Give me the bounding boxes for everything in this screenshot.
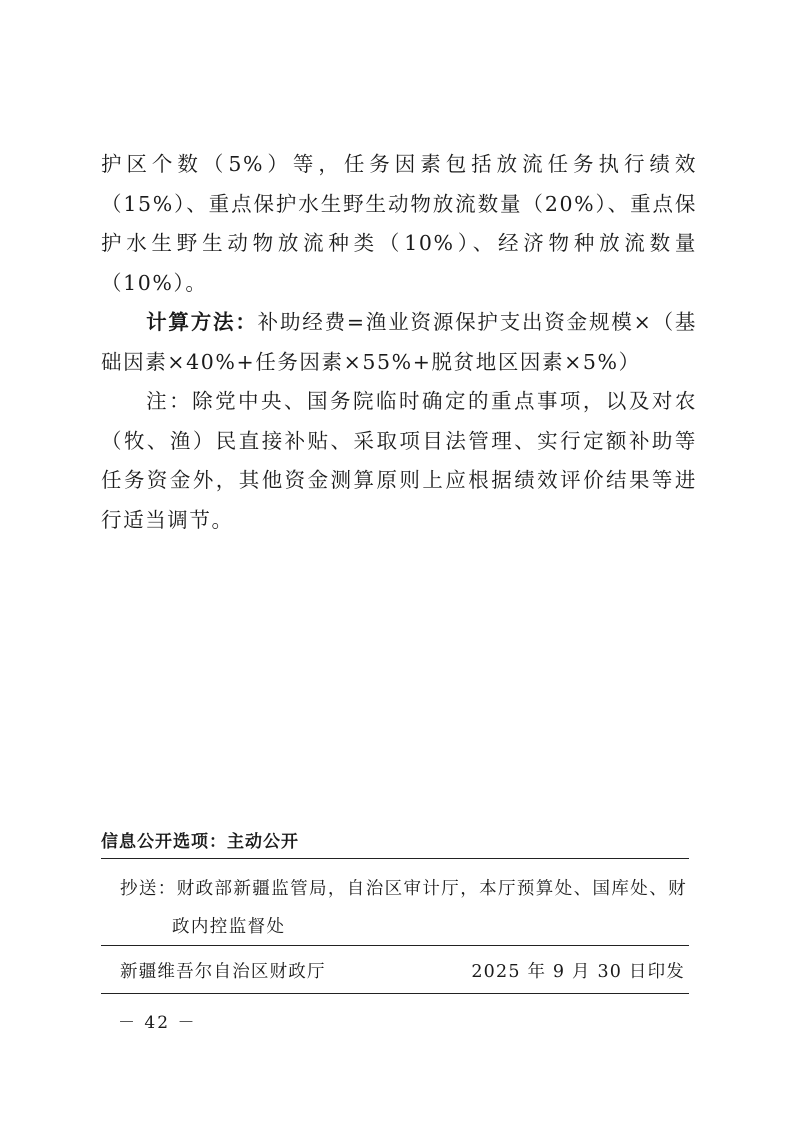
disclosure-option: 信息公开选项：主动公开	[101, 832, 299, 852]
cc-line-2: 政内控监督处	[172, 917, 286, 937]
calculation-method-label: 计算方法：	[146, 310, 258, 334]
footer-divider-top	[101, 858, 689, 859]
issuer-name: 新疆维吾尔自治区财政厅	[120, 962, 326, 982]
paragraph-task-factors: 护区个数（5%）等，任务因素包括放流任务执行绩效（15%）、重点保护水生野生动物放流数量（20%）、重点保护水生野生动物放流种类（10%）、经济物种放流数量（10%）。	[101, 152, 697, 295]
document-body	[101, 145, 697, 540]
issuer-row	[101, 955, 689, 989]
calculation-method-formula: 补助经费=渔业资源保护支出资金规模×（基础因素×40%+任务因素×55%+脱贫地区因素×5%）	[101, 310, 698, 374]
footer-divider-middle	[101, 945, 689, 946]
paragraph-calculation-method	[101, 303, 697, 382]
page-number: － 42 －	[118, 1013, 197, 1033]
cc-list	[101, 870, 689, 946]
footer-divider-bottom	[101, 993, 689, 994]
paragraph-note: 注：除党中央、国务院临时确定的重点事项，以及对农（牧、渔）民直接补贴、采取项目法管理、实行定额补助等任务资金外，其他资金测算原则上应根据绩效评价结果等进行适当调节。	[101, 389, 697, 532]
issue-date: 2025 年 9 月 30 日印发	[471, 962, 685, 982]
cc-line-1: 抄送：财政部新疆监管局，自治区审计厅，本厅预算处、国库处、财	[120, 879, 687, 899]
